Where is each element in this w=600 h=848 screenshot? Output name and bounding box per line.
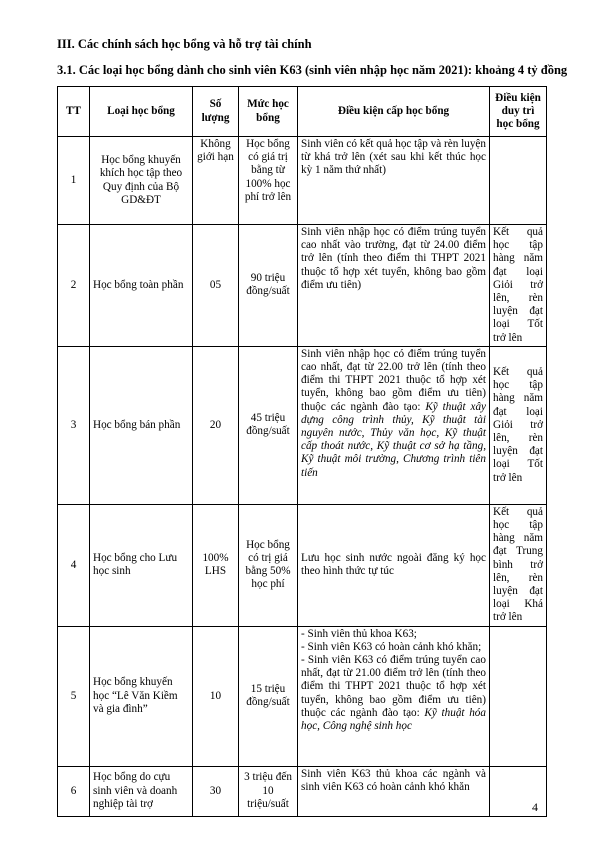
cell-quantity: Không giới hạn xyxy=(193,137,239,225)
table-row xyxy=(58,225,547,347)
cell-tt: 3 xyxy=(58,346,90,504)
cell-type: Học bổng khuyến học “Lê Văn Kiềm và gia đình” xyxy=(90,626,193,766)
cell-tt: 5 xyxy=(58,626,90,766)
award-condition-text: Sinh viên nhập học có điểm trúng tuyển cao nhất, đạt từ 22.00 trở lên (tính theo điểm thi THPT 2021 thuộc tổ hợp xét tuyển, không bao gồm điểm ưu tiên) thuộc các ngành đào tạo: xyxy=(301,347,486,413)
cell-quantity: 30 xyxy=(193,766,239,816)
header-award-condition: Điều kiện cấp học bổng xyxy=(298,87,490,137)
cell-award-condition: Sinh viên nhập học có điểm trúng tuyển cao nhất vào trường, đạt từ 24.00 điểm trở lên (tính theo điểm thi THPT 2021 thuộc tổ hợp xét tuyển, không bao gồm điểm ưu tiên) xyxy=(298,225,490,347)
cell-maintain-condition xyxy=(490,626,547,766)
cell-type: Học bổng bán phần xyxy=(90,346,193,504)
cell-amount: 15 triệu đồng/suất xyxy=(239,626,298,766)
table-row xyxy=(58,626,547,766)
cell-award-condition: Lưu học sinh nước ngoài đăng ký học theo hình thức tự túc xyxy=(298,504,490,626)
cell-quantity: 05 xyxy=(193,225,239,347)
cell-type: Học bổng cho Lưu học sinh xyxy=(90,504,193,626)
table-row xyxy=(58,766,547,816)
table-row xyxy=(58,137,547,225)
section-heading: III. Các chính sách học bổng và hỗ trợ tài chính xyxy=(57,37,312,51)
page-number: 4 xyxy=(532,800,538,814)
cell-maintain-condition: Kết quả học tập hàng năm đạt Trung bình trở lên, rèn luyện đạt loại Khá trở lên xyxy=(490,504,547,626)
subsection-heading: 3.1. Các loại học bổng dành cho sinh viên K63 (sinh viên nhập học năm 2021): khoảng 4 tỷ đồng xyxy=(57,63,568,77)
header-maintain-condition: Điều kiện duy trì học bổng xyxy=(490,87,547,137)
cell-tt: 4 xyxy=(58,504,90,626)
cell-award-condition: Sinh viên có kết quả học tập và rèn luyện từ khá trở lên (xét sau khi kết thúc học kỳ 1 năm thứ nhất) xyxy=(298,137,490,225)
cell-type: Học bổng toàn phần xyxy=(90,225,193,347)
header-quantity: Số lượng xyxy=(193,87,239,137)
cell-award-condition xyxy=(298,346,490,504)
cell-type: Học bổng do cựu sinh viên và doanh nghiệp tài trợ xyxy=(90,766,193,816)
cell-tt: 2 xyxy=(58,225,90,347)
award-condition-programs: Kỹ thuật hóa học, Công nghệ sinh học xyxy=(301,706,486,733)
cell-maintain-condition: Kết quả học tập hàng năm đạt loại Giỏi trở lên, rèn luyện đạt loại Tốt trở lên xyxy=(490,225,547,347)
cell-amount: 3 triệu đến 10 triệu/suất xyxy=(239,766,298,816)
award-condition-line: - Sinh viên thủ khoa K63; xyxy=(301,627,417,640)
cell-amount: 45 triệu đồng/suất xyxy=(239,346,298,504)
cell-quantity: 100% LHS xyxy=(193,504,239,626)
award-condition-line: - Sinh viên K63 có hoàn cảnh khó khăn; xyxy=(301,640,482,653)
award-condition-text: - Sinh viên K63 có điểm trúng tuyển cao nhất, đạt từ 21.00 điểm trở lên (tính theo điểm thi THPT 2021 thuộc tổ hợp xét tuyển, không bao gồm điểm ưu tiên) thuộc các ngành đào tạo: xyxy=(301,654,486,719)
award-condition-programs: Kỹ thuật xây dựng công trình thủy, Kỹ thuật tài nguyên nước, Thủy văn học, Kỹ thuật cấp thoát nước, Kỹ thuật cơ sở hạ tầng, Kỹ thuật môi trường, Chương trình tiên tiến xyxy=(301,400,486,479)
cell-amount: Học bổng có giá trị bằng từ 100% học phí trở lên xyxy=(239,137,298,225)
table-row xyxy=(58,504,547,626)
cell-award-condition: Sinh viên K63 thủ khoa các ngành và sinh viên K63 có hoàn cảnh khó khăn xyxy=(298,766,490,816)
cell-type: Học bổng khuyến khích học tập theo Quy định của Bộ GD&ĐT xyxy=(90,137,193,225)
cell-award-condition xyxy=(298,626,490,766)
table-header-row xyxy=(58,87,547,137)
cell-quantity: 10 xyxy=(193,626,239,766)
cell-quantity: 20 xyxy=(193,346,239,504)
cell-tt: 6 xyxy=(58,766,90,816)
header-tt: TT xyxy=(58,87,90,137)
cell-amount: Học bổng có trị giá bằng 50% học phí xyxy=(239,504,298,626)
cell-amount: 90 triệu đồng/suất xyxy=(239,225,298,347)
cell-maintain-condition xyxy=(490,137,547,225)
award-condition-line xyxy=(301,654,486,733)
header-amount: Mức học bổng xyxy=(239,87,298,137)
cell-tt: 1 xyxy=(58,137,90,225)
cell-maintain-condition: Kết quả học tập hàng năm đạt loại Giỏi trở lên, rèn luyện đạt loại Tốt trở lên xyxy=(490,346,547,504)
header-type: Loại học bổng xyxy=(90,87,193,137)
table-row xyxy=(58,346,547,504)
scholarship-table xyxy=(57,86,547,817)
